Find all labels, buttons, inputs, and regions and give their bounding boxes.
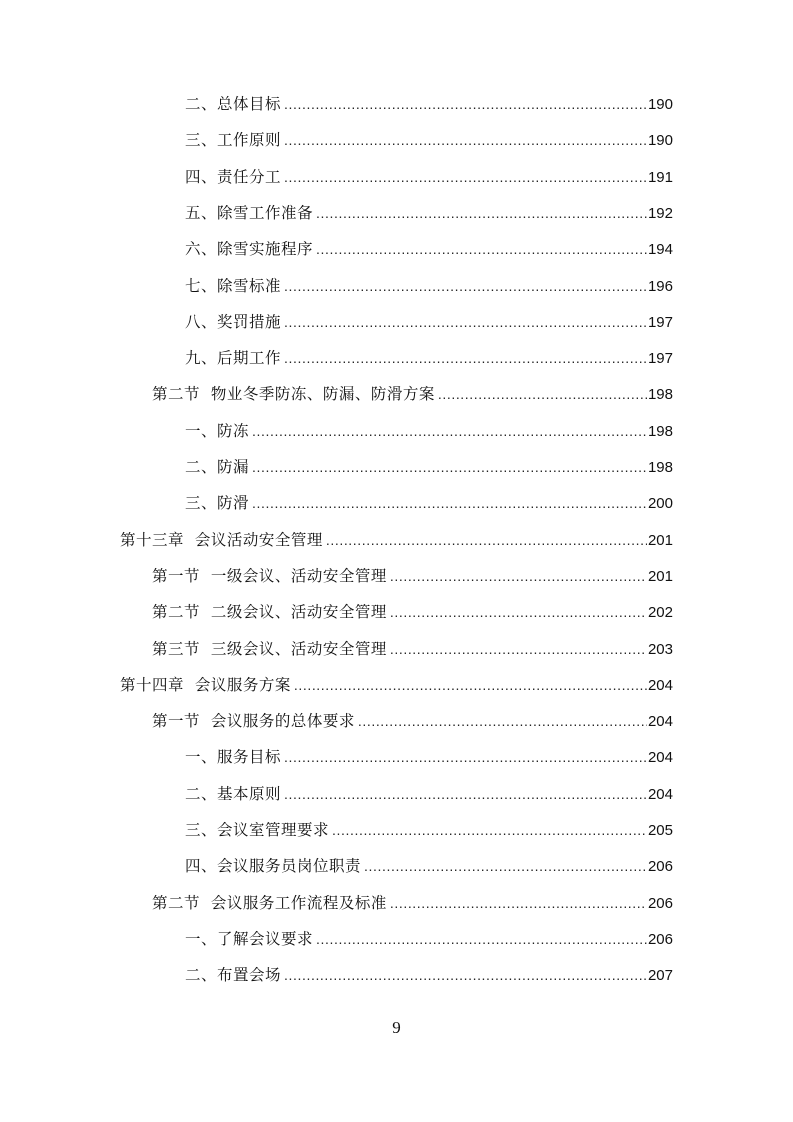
toc-entry-title: 二、布置会场: [185, 966, 282, 985]
toc-entry-title: 第二节 物业冬季防冻、防漏、防滑方案: [152, 385, 435, 404]
toc-entry-title: 第一节 会议服务的总体要求: [152, 712, 355, 731]
toc-entry-page: 192: [647, 204, 673, 222]
toc-chapter-entry[interactable]: [0, 528, 673, 552]
toc-leader-dots: [252, 419, 647, 443]
toc-leader-dots: [252, 491, 647, 515]
toc-entry-page: 198: [647, 386, 673, 404]
toc-entry-page: 206: [647, 930, 673, 948]
toc-item-entry[interactable]: [0, 92, 673, 116]
page-number: 9: [392, 1018, 401, 1037]
toc-entry-title: 第一节 一级会议、活动安全管理: [152, 566, 387, 585]
toc-entry-page: 204: [647, 713, 673, 731]
toc-entry-page: 206: [647, 894, 673, 912]
toc-entry-title: 三、防滑: [185, 494, 250, 513]
toc-entry-title: 八、奖罚措施: [185, 312, 282, 331]
toc-entry-title: 二、防漏: [185, 458, 250, 476]
toc-entry-title: 第二节 二级会议、活动安全管理: [152, 603, 387, 622]
toc-entry-title: 三、会议室管理要求: [185, 821, 330, 839]
toc-item-entry[interactable]: [0, 491, 673, 515]
toc-leader-dots: [364, 854, 647, 878]
toc-item-entry[interactable]: [0, 346, 673, 370]
toc-entry-title: 四、责任分工: [185, 167, 282, 186]
toc-section-entry[interactable]: [0, 709, 673, 733]
toc-entry-title: 三、工作原则: [185, 131, 282, 150]
toc-item-entry[interactable]: [0, 201, 673, 225]
toc-entry-title: 五、除雪工作准备: [185, 203, 314, 222]
toc-entry-page: 205: [647, 822, 673, 839]
toc-leader-dots: [438, 382, 647, 406]
toc-entry-title: 六、除雪实施程序: [185, 240, 314, 259]
toc-leader-dots: [332, 818, 647, 842]
toc-leader-dots: [284, 92, 647, 116]
toc-section-entry[interactable]: [0, 382, 673, 406]
toc-section-entry[interactable]: [0, 637, 673, 661]
toc-leader-dots: [284, 745, 647, 769]
toc-entry-page: 202: [647, 604, 673, 622]
toc-leader-dots: [390, 891, 647, 915]
toc-section-entry[interactable]: [0, 600, 673, 624]
toc-leader-dots: [284, 346, 647, 370]
toc-entry-title: 一、防冻: [185, 421, 250, 440]
toc-entry-page: 204: [647, 749, 673, 767]
toc-entry-page: 197: [647, 313, 673, 331]
toc-entry-page: 196: [647, 277, 673, 295]
toc-item-entry[interactable]: [0, 854, 673, 878]
toc-entry-title: 二、基本原则: [185, 784, 282, 803]
toc-leader-dots: [252, 455, 647, 479]
toc-leader-dots: [390, 600, 647, 624]
toc-entry-page: 204: [647, 785, 673, 803]
toc-entry-page: 204: [647, 676, 673, 694]
toc-item-entry[interactable]: [0, 963, 673, 987]
toc-leader-dots: [284, 963, 647, 987]
toc-entry-title: 第三节 三级会议、活动安全管理: [152, 639, 387, 658]
toc-entry-title: 四、会议服务员岗位职责: [185, 857, 362, 876]
toc-entry-page: 198: [647, 459, 673, 476]
toc-entry-title: 二、总体目标: [185, 95, 282, 113]
toc-leader-dots: [284, 310, 647, 334]
toc-entry-title: 一、服务目标: [185, 748, 282, 767]
toc-entry-page: 194: [647, 241, 673, 259]
toc-item-entry[interactable]: [0, 419, 673, 443]
toc-entry-title: 第十四章 会议服务方案: [120, 675, 291, 694]
toc-entry-page: 201: [647, 567, 673, 585]
toc-item-entry[interactable]: [0, 165, 673, 189]
toc-entry-title: 一、了解会议要求: [185, 929, 314, 948]
toc-item-entry[interactable]: [0, 237, 673, 261]
toc-entry-title: 七、除雪标准: [185, 276, 282, 295]
toc-entry-page: 197: [647, 350, 673, 368]
toc-entry-title: 第二节 会议服务工作流程及标准: [152, 893, 387, 912]
toc-leader-dots: [316, 201, 647, 225]
toc-item-entry[interactable]: [0, 782, 673, 806]
toc-leader-dots: [294, 673, 647, 697]
toc-chapter-entry[interactable]: [0, 673, 673, 697]
toc-entry-page: 200: [647, 495, 673, 513]
toc-leader-dots: [390, 637, 647, 661]
toc-leader-dots: [284, 128, 647, 152]
toc-item-entry[interactable]: [0, 745, 673, 769]
toc-leader-dots: [390, 564, 647, 588]
toc-leader-dots: [284, 782, 647, 806]
toc-item-entry[interactable]: [0, 274, 673, 298]
toc-leader-dots: [284, 165, 647, 189]
toc-item-entry[interactable]: [0, 455, 673, 479]
toc-item-entry[interactable]: [0, 927, 673, 951]
toc-entry-page: 207: [647, 967, 673, 985]
toc-leader-dots: [284, 274, 647, 298]
toc-item-entry[interactable]: [0, 310, 673, 334]
toc-entry-page: 191: [647, 168, 673, 186]
toc-item-entry[interactable]: [0, 128, 673, 152]
toc-entry-page: 190: [647, 96, 673, 113]
toc-section-entry[interactable]: [0, 564, 673, 588]
toc-section-entry[interactable]: [0, 891, 673, 915]
toc-entry-title: 九、后期工作: [185, 349, 282, 368]
toc-entry-page: 203: [647, 640, 673, 658]
toc-leader-dots: [316, 927, 647, 951]
toc-leader-dots: [316, 237, 647, 261]
toc-entry-page: 206: [647, 858, 673, 876]
toc-leader-dots: [358, 709, 647, 733]
toc-entry-page: 198: [647, 422, 673, 440]
toc-leader-dots: [326, 528, 647, 552]
toc-entry-page: 190: [647, 132, 673, 150]
toc-entry-title: 第十三章 会议活动安全管理: [120, 530, 323, 549]
toc-entry-page: 201: [647, 531, 673, 549]
toc-item-entry[interactable]: [0, 818, 673, 842]
